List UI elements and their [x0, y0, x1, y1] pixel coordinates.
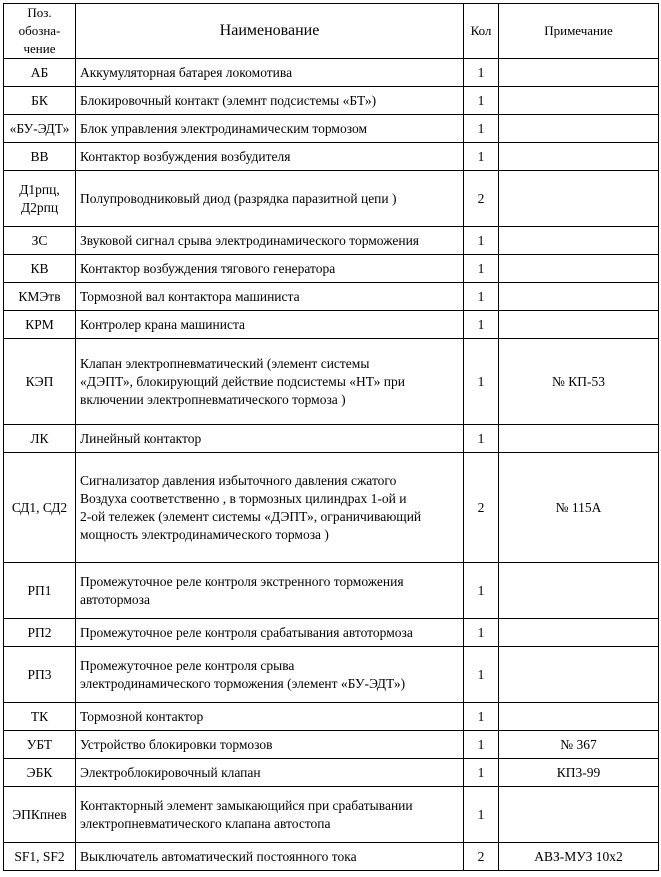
row-quantity — [464, 759, 499, 787]
row-note — [499, 255, 659, 283]
row-quantity-text: 1 — [477, 64, 485, 80]
row-note-text: № КП-53 — [551, 373, 605, 389]
row-name-text: Аккумуляторная батарея локомотива — [80, 64, 293, 80]
row-position-text: СД1, СД2 — [11, 499, 68, 515]
row-quantity — [464, 453, 499, 563]
row-position-text: ЗС — [31, 232, 48, 248]
header-row — [4, 4, 659, 59]
row-name — [76, 563, 464, 619]
row-name-text: Полупроводниковый диод (разрядка паразитной цепи ) — [80, 190, 397, 206]
row-position — [4, 227, 76, 255]
row-note — [499, 115, 659, 143]
table-row — [4, 283, 659, 311]
row-note — [499, 453, 659, 563]
row-name-text: Контролер крана машиниста — [80, 316, 245, 332]
row-quantity — [464, 115, 499, 143]
row-quantity — [464, 703, 499, 731]
row-position — [4, 425, 76, 453]
row-name-text: Контакторный элемент замыкающийся при срабатывании электропневматического клапана автостопа — [80, 797, 413, 831]
row-note — [499, 59, 659, 87]
row-name — [76, 759, 464, 787]
row-position — [4, 115, 76, 143]
specification-table — [3, 3, 659, 871]
table-row — [4, 619, 659, 647]
row-position — [4, 619, 76, 647]
row-position-text: БК — [31, 92, 48, 108]
row-position — [4, 283, 76, 311]
header-note: Примечание — [499, 4, 659, 59]
table-row — [4, 563, 659, 619]
row-quantity-text: 1 — [477, 764, 485, 780]
row-quantity-text: 1 — [477, 666, 485, 682]
row-position-text: ЛК — [30, 430, 49, 446]
row-name — [76, 619, 464, 647]
row-name — [76, 255, 464, 283]
row-quantity — [464, 843, 499, 871]
row-position-text: ТК — [30, 708, 49, 724]
row-quantity — [464, 171, 499, 227]
row-quantity-text: 1 — [477, 736, 485, 752]
row-note — [499, 283, 659, 311]
row-position-text: Д1рпц, Д2рпц — [19, 181, 60, 215]
row-quantity-text: 2 — [477, 848, 485, 864]
row-name-text: Тормозной вал контактора машиниста — [80, 288, 300, 304]
table-row — [4, 339, 659, 425]
row-note — [499, 171, 659, 227]
row-note — [499, 87, 659, 115]
row-quantity-text: 1 — [477, 92, 485, 108]
row-name-text: Устройство блокировки тормозов — [80, 736, 273, 752]
row-name-text: Контактор возбуждения возбудителя — [80, 148, 291, 164]
row-note-text: № 367 — [560, 736, 597, 752]
row-name-text: Звуковой сигнал срыва электродинамического торможения — [80, 232, 420, 248]
row-position-text: ЭПКпнев — [12, 806, 67, 822]
row-name — [76, 87, 464, 115]
row-name — [76, 339, 464, 425]
row-name — [76, 171, 464, 227]
row-quantity-text: 2 — [477, 499, 485, 515]
row-quantity — [464, 227, 499, 255]
table-row — [4, 703, 659, 731]
table-row — [4, 255, 659, 283]
row-position — [4, 339, 76, 425]
row-position — [4, 453, 76, 563]
row-note — [499, 759, 659, 787]
row-name — [76, 425, 464, 453]
row-name-text: Блокировочный контакт (элемнт подсистемы «БТ») — [80, 92, 377, 108]
table-row — [4, 59, 659, 87]
table-row — [4, 311, 659, 339]
row-note — [499, 339, 659, 425]
row-quantity-text: 1 — [477, 288, 485, 304]
table-row — [4, 115, 659, 143]
row-quantity — [464, 563, 499, 619]
row-quantity — [464, 731, 499, 759]
table-row — [4, 843, 659, 871]
row-name — [76, 731, 464, 759]
row-note-text: АВЗ-МУЗ 10х2 — [534, 848, 623, 864]
row-position — [4, 171, 76, 227]
table-row — [4, 731, 659, 759]
row-position — [4, 731, 76, 759]
row-position-text: ЭБК — [26, 764, 53, 780]
table-row — [4, 759, 659, 787]
row-quantity — [464, 787, 499, 843]
row-name — [76, 283, 464, 311]
row-note — [499, 563, 659, 619]
header-name: Наименование — [76, 4, 464, 59]
row-position — [4, 647, 76, 703]
row-name-text: Клапан электропневматический (элемент системы «ДЭПТ», блокирующий действие подсистемы «НТ» при включении электропневматического тормоза ) — [80, 355, 405, 407]
row-quantity — [464, 59, 499, 87]
row-name — [76, 59, 464, 87]
table-body — [4, 59, 659, 871]
row-position-text: УБТ — [26, 736, 53, 752]
row-note-text: КП3-99 — [556, 764, 601, 780]
row-note — [499, 425, 659, 453]
row-name-text: Сигнализатор давления избыточного давления сжатого Воздуха соответственно , в тормозных цилиндрах 1-ой и 2-ой тележек (элемент системы «ДЭПТ», ограничивающий мощность электродинамического тормоза ) — [80, 472, 422, 542]
row-name — [76, 703, 464, 731]
table-row — [4, 425, 659, 453]
row-quantity — [464, 311, 499, 339]
row-position — [4, 59, 76, 87]
row-quantity-text: 1 — [477, 806, 485, 822]
row-position — [4, 759, 76, 787]
row-quantity-text: 1 — [477, 260, 485, 276]
row-name-text: Промежуточное реле контроля срыва электродинамического торможения (элемент «БУ-ЭДТ») — [80, 657, 406, 691]
row-position — [4, 311, 76, 339]
row-quantity-text: 1 — [477, 430, 485, 446]
row-quantity-text: 1 — [477, 316, 485, 332]
table-row — [4, 453, 659, 563]
row-note — [499, 647, 659, 703]
row-name-text: Промежуточное реле контроля экстренного торможения автотормоза — [80, 573, 404, 607]
row-quantity — [464, 425, 499, 453]
row-name — [76, 227, 464, 255]
row-position — [4, 87, 76, 115]
row-quantity-text: 1 — [477, 708, 485, 724]
table-row — [4, 787, 659, 843]
row-name — [76, 843, 464, 871]
row-quantity — [464, 255, 499, 283]
row-name — [76, 115, 464, 143]
row-note — [499, 143, 659, 171]
row-position-text: КМЭтв — [18, 288, 61, 304]
row-quantity-text: 1 — [477, 232, 485, 248]
table-row — [4, 143, 659, 171]
row-position — [4, 255, 76, 283]
row-name — [76, 647, 464, 703]
row-position-text: РП3 — [27, 666, 52, 682]
row-name-text: Линейный контактор — [80, 430, 202, 446]
row-quantity-text: 1 — [477, 148, 485, 164]
row-quantity — [464, 647, 499, 703]
row-name-text: Тормозной контактор — [80, 708, 204, 724]
row-position-text: РП2 — [27, 624, 52, 640]
row-quantity — [464, 87, 499, 115]
row-position — [4, 787, 76, 843]
row-name — [76, 143, 464, 171]
row-position-text: «БУ-ЭДТ» — [9, 120, 70, 136]
row-name-text: Электроблокировочный клапан — [80, 764, 261, 780]
row-note — [499, 619, 659, 647]
row-quantity-text: 1 — [477, 582, 485, 598]
header-position: Поз. обозна- чение — [4, 4, 76, 59]
row-name-text: Выключатель автоматический постоянного тока — [80, 848, 357, 864]
row-quantity — [464, 619, 499, 647]
row-note — [499, 843, 659, 871]
row-note — [499, 787, 659, 843]
row-quantity-text: 1 — [477, 624, 485, 640]
row-quantity-text: 2 — [477, 190, 485, 206]
row-position — [4, 703, 76, 731]
row-position-text: SF1, SF2 — [14, 848, 65, 864]
row-position-text: КВ — [30, 260, 49, 276]
header-quantity: Кол — [464, 4, 499, 59]
row-note-text: № 115А — [555, 499, 602, 515]
row-name — [76, 311, 464, 339]
table-row — [4, 171, 659, 227]
row-quantity — [464, 339, 499, 425]
row-position-text: РП1 — [27, 582, 52, 598]
row-name-text: Блок управления электродинамическим тормозом — [80, 120, 367, 136]
row-name-text: Промежуточное реле контроля срабатывания автотормоза — [80, 624, 413, 640]
row-quantity-text: 1 — [477, 373, 485, 389]
row-position-text: АБ — [30, 64, 49, 80]
row-position-text: КРМ — [25, 316, 54, 332]
row-position-text: ВВ — [30, 148, 49, 164]
row-name — [76, 787, 464, 843]
row-position — [4, 143, 76, 171]
table-row — [4, 227, 659, 255]
row-quantity — [464, 143, 499, 171]
row-quantity — [464, 283, 499, 311]
row-note — [499, 311, 659, 339]
row-note — [499, 731, 659, 759]
row-quantity-text: 1 — [477, 120, 485, 136]
row-name — [76, 453, 464, 563]
row-position — [4, 843, 76, 871]
row-note — [499, 227, 659, 255]
row-position-text: КЭП — [25, 373, 54, 389]
table-row — [4, 647, 659, 703]
row-name-text: Контактор возбуждения тягового генератора — [80, 260, 336, 276]
row-position — [4, 563, 76, 619]
row-note — [499, 703, 659, 731]
table-row — [4, 87, 659, 115]
